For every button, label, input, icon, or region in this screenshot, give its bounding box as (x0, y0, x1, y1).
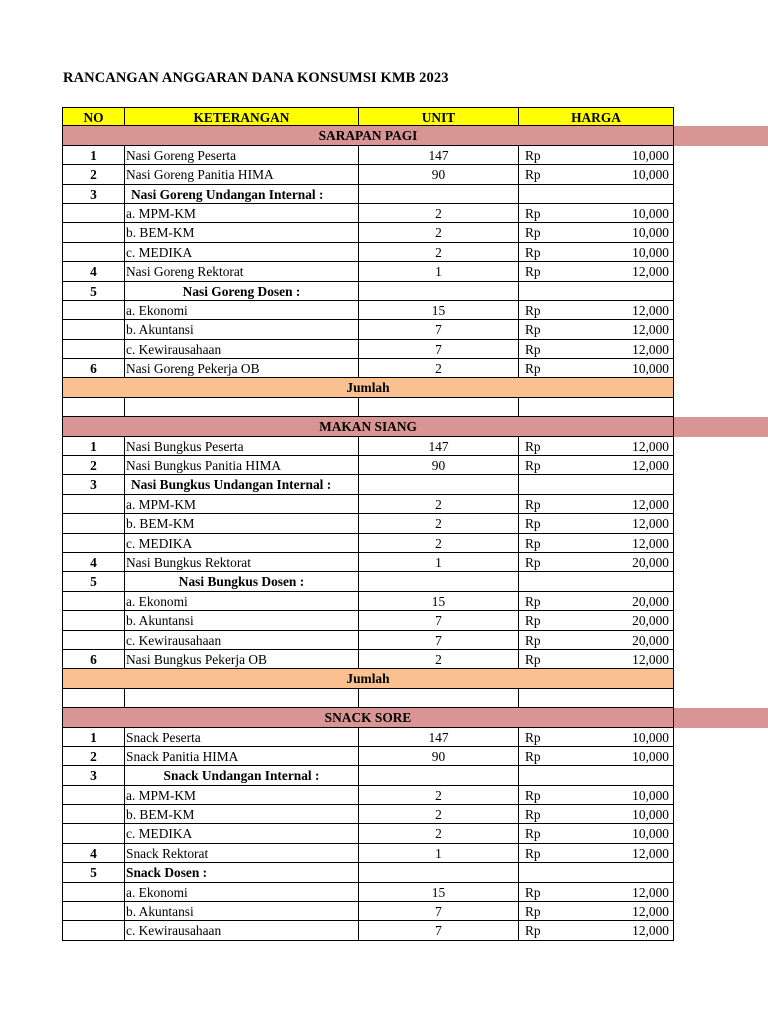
row-price (518, 320, 674, 339)
budget-table (0, 107, 768, 941)
row-price (518, 766, 674, 785)
row-unit: 2 (358, 359, 518, 378)
currency-symbol: Rp (525, 516, 541, 532)
row-unit: 15 (358, 301, 518, 320)
row-price (518, 456, 674, 475)
row-description: Snack Peserta (124, 728, 358, 747)
table-row (0, 340, 768, 359)
section-header-row (0, 708, 768, 727)
row-price (518, 301, 674, 320)
row-unit: 1 (358, 262, 518, 281)
currency-symbol: Rp (525, 264, 541, 280)
table-row (0, 611, 768, 630)
row-description: a. Ekonomi (124, 883, 358, 902)
row-price (518, 437, 674, 456)
table-row (0, 747, 768, 766)
row-price (518, 805, 674, 824)
table-row (0, 165, 768, 184)
row-price (518, 223, 674, 242)
price-amount: 12,000 (632, 264, 669, 280)
price-amount: 12,000 (632, 458, 669, 474)
table-row (0, 766, 768, 785)
section-title: SARAPAN PAGI (62, 126, 674, 145)
section-header-row (0, 126, 768, 145)
empty-cell (518, 689, 674, 708)
currency-symbol: Rp (525, 923, 541, 939)
row-number: 5 (62, 282, 124, 301)
row-number: 2 (62, 747, 124, 766)
price-amount: 10,000 (632, 826, 669, 842)
currency-symbol: Rp (525, 225, 541, 241)
table-row (0, 301, 768, 320)
row-description: a. Ekonomi (124, 301, 358, 320)
currency-symbol: Rp (525, 244, 541, 260)
document-title: RANCANGAN ANGGARAN DANA KONSUMSI KMB 2023 (63, 70, 449, 86)
price-amount: 10,000 (632, 244, 669, 260)
price-amount: 12,000 (632, 884, 669, 900)
table-row (0, 883, 768, 902)
row-price (518, 146, 674, 165)
row-description: b. BEM-KM (124, 805, 358, 824)
row-number: 3 (62, 475, 124, 494)
row-unit (358, 282, 518, 301)
row-description: Nasi Goreng Rektorat (124, 262, 358, 281)
currency-symbol: Rp (525, 302, 541, 318)
row-number: 2 (62, 456, 124, 475)
row-price (518, 592, 674, 611)
price-amount: 10,000 (632, 807, 669, 823)
price-amount: 20,000 (632, 613, 669, 629)
row-price (518, 514, 674, 533)
currency-symbol: Rp (525, 904, 541, 920)
row-description: Nasi Bungkus Dosen : (124, 572, 358, 591)
table-row (0, 204, 768, 223)
row-price (518, 553, 674, 572)
price-amount: 12,000 (632, 516, 669, 532)
row-number: 1 (62, 728, 124, 747)
total-row (0, 669, 768, 688)
empty-cell (358, 689, 518, 708)
price-amount: 12,000 (632, 496, 669, 512)
price-amount: 12,000 (632, 341, 669, 357)
row-description: Snack Panitia HIMA (124, 747, 358, 766)
table-row (0, 282, 768, 301)
table-row (0, 728, 768, 747)
row-price (518, 340, 674, 359)
table-row (0, 514, 768, 533)
section-header-row (0, 417, 768, 436)
table-row (0, 863, 768, 882)
row-price (518, 921, 674, 940)
row-number (62, 301, 124, 320)
row-number (62, 611, 124, 630)
row-unit (358, 185, 518, 204)
row-unit: 7 (358, 631, 518, 650)
row-description: Nasi Goreng Peserta (124, 146, 358, 165)
row-price (518, 844, 674, 863)
table-row (0, 475, 768, 494)
currency-symbol: Rp (525, 826, 541, 842)
price-amount: 12,000 (632, 438, 669, 454)
row-number (62, 883, 124, 902)
row-number: 6 (62, 650, 124, 669)
row-unit: 2 (358, 534, 518, 553)
row-price (518, 728, 674, 747)
table-row (0, 437, 768, 456)
row-description: Nasi Goreng Panitia HIMA (124, 165, 358, 184)
row-description: b. Akuntansi (124, 902, 358, 921)
row-number (62, 223, 124, 242)
row-price (518, 786, 674, 805)
row-price (518, 650, 674, 669)
row-number: 3 (62, 766, 124, 785)
table-row (0, 921, 768, 940)
table-row (0, 631, 768, 650)
header-no: NO (62, 107, 124, 126)
row-unit: 2 (358, 650, 518, 669)
row-description: Snack Undangan Internal : (124, 766, 358, 785)
table-row (0, 902, 768, 921)
row-price (518, 883, 674, 902)
row-description: Snack Rektorat (124, 844, 358, 863)
row-unit: 2 (358, 824, 518, 843)
row-description: Nasi Goreng Undangan Internal : (124, 185, 358, 204)
row-unit: 2 (358, 223, 518, 242)
currency-symbol: Rp (525, 632, 541, 648)
currency-symbol: Rp (525, 147, 541, 163)
currency-symbol: Rp (525, 322, 541, 338)
row-number (62, 902, 124, 921)
price-amount: 10,000 (632, 167, 669, 183)
row-unit: 90 (358, 747, 518, 766)
row-price (518, 611, 674, 630)
row-description: c. Kewirausahaan (124, 921, 358, 940)
section-title: MAKAN SIANG (62, 417, 674, 436)
row-description: Nasi Bungkus Panitia HIMA (124, 456, 358, 475)
row-number: 1 (62, 146, 124, 165)
table-row (0, 844, 768, 863)
empty-cell (124, 398, 358, 417)
price-amount: 12,000 (632, 535, 669, 551)
row-unit: 2 (358, 495, 518, 514)
header-keterangan: KETERANGAN (124, 107, 358, 126)
header-harga: HARGA (518, 107, 674, 126)
row-description: c. Kewirausahaan (124, 340, 358, 359)
total-label: Jumlah (62, 378, 674, 397)
row-description: Snack Dosen : (124, 863, 358, 882)
row-unit: 7 (358, 902, 518, 921)
table-row (0, 223, 768, 242)
empty-cell (62, 689, 124, 708)
currency-symbol: Rp (525, 884, 541, 900)
row-number: 4 (62, 262, 124, 281)
row-price (518, 243, 674, 262)
price-amount: 10,000 (632, 748, 669, 764)
table-row (0, 805, 768, 824)
row-price (518, 185, 674, 204)
table-row (0, 320, 768, 339)
total-label: Jumlah (62, 669, 674, 688)
table-row (0, 592, 768, 611)
row-description: a. MPM-KM (124, 495, 358, 514)
row-number (62, 631, 124, 650)
row-description: Nasi Goreng Pekerja OB (124, 359, 358, 378)
row-number: 3 (62, 185, 124, 204)
currency-symbol: Rp (525, 651, 541, 667)
currency-symbol: Rp (525, 729, 541, 745)
row-number (62, 534, 124, 553)
row-number (62, 921, 124, 940)
row-number: 2 (62, 165, 124, 184)
row-number: 4 (62, 553, 124, 572)
currency-symbol: Rp (525, 613, 541, 629)
row-unit: 2 (358, 805, 518, 824)
row-number (62, 340, 124, 359)
price-amount: 12,000 (632, 322, 669, 338)
row-price (518, 534, 674, 553)
price-amount: 10,000 (632, 729, 669, 745)
row-unit: 147 (358, 146, 518, 165)
table-row (0, 650, 768, 669)
row-unit: 147 (358, 437, 518, 456)
table-row (0, 262, 768, 281)
row-unit: 15 (358, 883, 518, 902)
table-row (0, 786, 768, 805)
empty-cell (62, 398, 124, 417)
empty-cell (358, 398, 518, 417)
row-unit (358, 863, 518, 882)
currency-symbol: Rp (525, 554, 541, 570)
price-amount: 12,000 (632, 651, 669, 667)
row-description: b. BEM-KM (124, 223, 358, 242)
table-row (0, 534, 768, 553)
row-description: c. MEDIKA (124, 534, 358, 553)
row-unit: 15 (358, 592, 518, 611)
row-unit: 7 (358, 611, 518, 630)
row-unit: 90 (358, 165, 518, 184)
empty-cell (124, 689, 358, 708)
empty-cell (518, 398, 674, 417)
row-number (62, 514, 124, 533)
row-number (62, 495, 124, 514)
table-header-row (0, 107, 768, 126)
row-description: a. MPM-KM (124, 786, 358, 805)
row-description: a. MPM-KM (124, 204, 358, 223)
row-price (518, 495, 674, 514)
row-description: c. MEDIKA (124, 824, 358, 843)
table-row (0, 456, 768, 475)
row-price (518, 863, 674, 882)
currency-symbol: Rp (525, 438, 541, 454)
table-row (0, 495, 768, 514)
currency-symbol: Rp (525, 807, 541, 823)
row-unit: 90 (358, 456, 518, 475)
currency-symbol: Rp (525, 535, 541, 551)
row-unit: 7 (358, 921, 518, 940)
currency-symbol: Rp (525, 205, 541, 221)
table-row (0, 824, 768, 843)
total-row (0, 378, 768, 397)
currency-symbol: Rp (525, 341, 541, 357)
row-unit: 1 (358, 553, 518, 572)
row-price (518, 204, 674, 223)
row-number (62, 786, 124, 805)
row-number (62, 805, 124, 824)
table-row (0, 359, 768, 378)
price-amount: 20,000 (632, 554, 669, 570)
header-unit: UNIT (358, 107, 518, 126)
row-description: Nasi Bungkus Undangan Internal : (124, 475, 358, 494)
price-amount: 10,000 (632, 147, 669, 163)
row-price (518, 282, 674, 301)
row-description: b. Akuntansi (124, 611, 358, 630)
row-price (518, 747, 674, 766)
currency-symbol: Rp (525, 748, 541, 764)
row-unit: 7 (358, 340, 518, 359)
price-amount: 10,000 (632, 225, 669, 241)
row-price (518, 572, 674, 591)
row-description: Nasi Bungkus Peserta (124, 437, 358, 456)
row-number (62, 592, 124, 611)
table-row (0, 146, 768, 165)
row-unit (358, 572, 518, 591)
row-number: 4 (62, 844, 124, 863)
row-unit (358, 766, 518, 785)
currency-symbol: Rp (525, 458, 541, 474)
row-description: c. Kewirausahaan (124, 631, 358, 650)
row-number: 1 (62, 437, 124, 456)
currency-symbol: Rp (525, 496, 541, 512)
currency-symbol: Rp (525, 845, 541, 861)
row-price (518, 475, 674, 494)
row-description: c. MEDIKA (124, 243, 358, 262)
row-price (518, 165, 674, 184)
row-price (518, 824, 674, 843)
table-row (0, 553, 768, 572)
price-amount: 10,000 (632, 205, 669, 221)
row-price (518, 262, 674, 281)
section-title: SNACK SORE (62, 708, 674, 727)
row-price (518, 631, 674, 650)
row-description: Nasi Goreng Dosen : (124, 282, 358, 301)
total-value-row (0, 689, 768, 708)
row-unit: 1 (358, 844, 518, 863)
row-price (518, 902, 674, 921)
price-amount: 12,000 (632, 302, 669, 318)
currency-symbol: Rp (525, 787, 541, 803)
row-description: b. BEM-KM (124, 514, 358, 533)
row-number (62, 204, 124, 223)
row-number: 6 (62, 359, 124, 378)
table-row (0, 572, 768, 591)
row-number: 5 (62, 572, 124, 591)
price-amount: 10,000 (632, 361, 669, 377)
row-description: b. Akuntansi (124, 320, 358, 339)
row-description: Nasi Bungkus Rektorat (124, 553, 358, 572)
row-unit: 2 (358, 204, 518, 223)
currency-symbol: Rp (525, 361, 541, 377)
row-number (62, 243, 124, 262)
price-amount: 12,000 (632, 904, 669, 920)
row-unit (358, 475, 518, 494)
row-unit: 7 (358, 320, 518, 339)
row-price (518, 359, 674, 378)
price-amount: 20,000 (632, 632, 669, 648)
row-number: 5 (62, 863, 124, 882)
row-number (62, 320, 124, 339)
row-unit: 2 (358, 786, 518, 805)
table-row (0, 185, 768, 204)
total-value-row (0, 398, 768, 417)
price-amount: 20,000 (632, 593, 669, 609)
row-unit: 2 (358, 243, 518, 262)
currency-symbol: Rp (525, 593, 541, 609)
row-number (62, 824, 124, 843)
currency-symbol: Rp (525, 167, 541, 183)
price-amount: 12,000 (632, 923, 669, 939)
row-unit: 147 (358, 728, 518, 747)
table-row (0, 243, 768, 262)
price-amount: 12,000 (632, 845, 669, 861)
row-unit: 2 (358, 514, 518, 533)
price-amount: 10,000 (632, 787, 669, 803)
row-description: a. Ekonomi (124, 592, 358, 611)
row-description: Nasi Bungkus Pekerja OB (124, 650, 358, 669)
